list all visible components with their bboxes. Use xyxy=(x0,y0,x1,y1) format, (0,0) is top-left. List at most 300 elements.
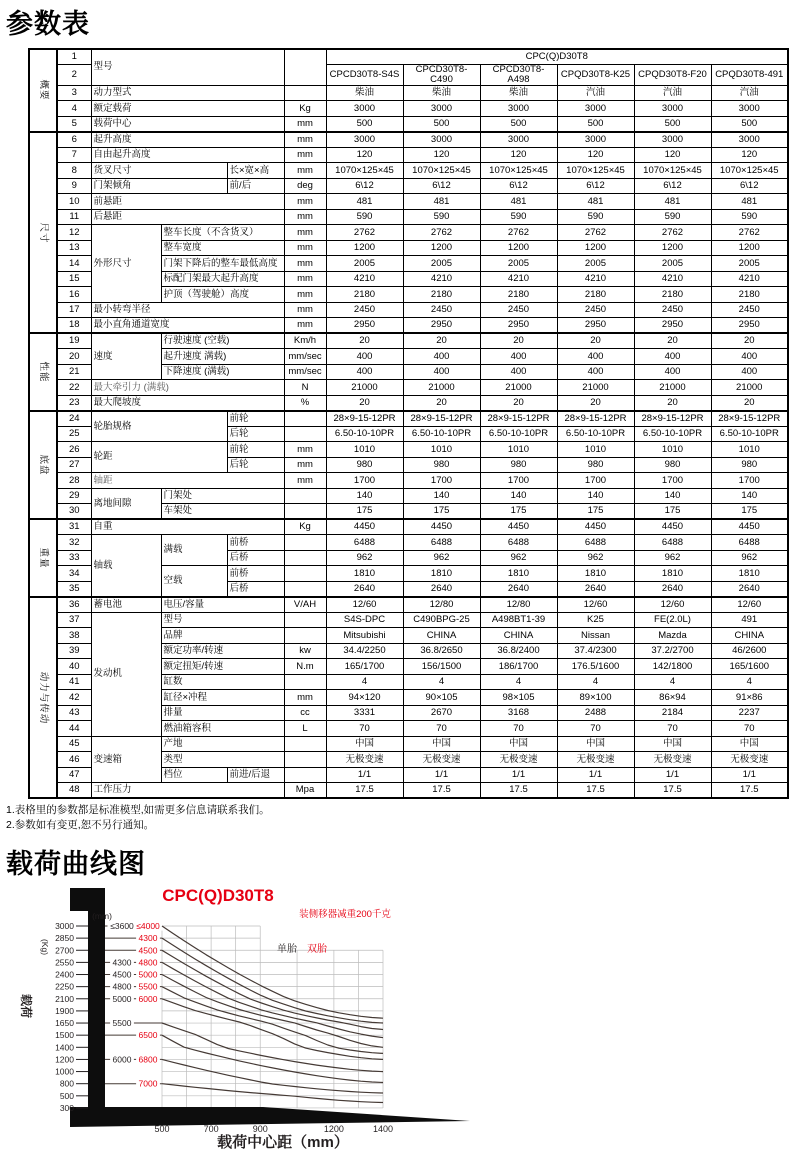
spec-label: 最小直角通道宽度 xyxy=(91,318,284,334)
row-number: 35 xyxy=(57,581,91,597)
y-tick-label: 1650 xyxy=(55,1017,74,1028)
y-axis-title: 载荷 xyxy=(19,993,33,1018)
value-cell: 142/1800 xyxy=(634,659,711,675)
value-cell: 2180 xyxy=(634,287,711,303)
table-row xyxy=(29,535,788,551)
value-cell: C490BPG-25 xyxy=(403,612,480,628)
value-cell: 590 xyxy=(403,209,480,225)
value-cell: S4S-DPC xyxy=(326,612,403,628)
mast-height-label: 5000 xyxy=(138,969,158,980)
value-cell: 175 xyxy=(403,504,480,520)
unit-cell xyxy=(284,426,326,442)
value-cell: 980 xyxy=(403,457,480,473)
y-tick-label: 1200 xyxy=(55,1054,74,1065)
value-cell: 70 xyxy=(326,721,403,737)
table-row xyxy=(29,736,788,752)
unit-cell: V/AH xyxy=(284,597,326,613)
value-cell: 3000 xyxy=(711,132,788,148)
value-cell: 2950 xyxy=(557,318,634,334)
value-cell: 1070×125×45 xyxy=(557,163,634,179)
value-cell: 汽油 xyxy=(634,85,711,101)
row-number: 20 xyxy=(57,349,91,365)
value-cell: 1810 xyxy=(557,566,634,582)
value-cell: 2180 xyxy=(403,287,480,303)
value-cell: 2762 xyxy=(711,225,788,241)
value-cell: 4450 xyxy=(480,519,557,535)
unit-cell: Km/h xyxy=(284,333,326,349)
value-cell: 98×105 xyxy=(480,690,557,706)
spec-label: 空载 xyxy=(161,566,227,597)
value-cell: 20 xyxy=(634,395,711,411)
mast-height-label: ≤4000 xyxy=(136,920,160,931)
row-number: 48 xyxy=(57,783,91,799)
spec-label: 下降速度 (满载) xyxy=(161,364,284,380)
value-cell: 962 xyxy=(711,550,788,566)
y-tick-label: 1000 xyxy=(55,1066,74,1077)
value-cell: 3000 xyxy=(403,132,480,148)
spec-label: 排量 xyxy=(161,705,284,721)
value-cell: 590 xyxy=(711,209,788,225)
value-cell: 962 xyxy=(326,550,403,566)
value-cell: 36.8/2650 xyxy=(403,643,480,659)
x-tick-label: 700 xyxy=(203,1123,219,1134)
value-cell: 1700 xyxy=(634,473,711,489)
value-cell: CPCD30T8-C490 xyxy=(403,65,480,86)
value-cell: 481 xyxy=(634,194,711,210)
unit-cell: mm xyxy=(284,271,326,287)
value-cell: 165/1600 xyxy=(711,659,788,675)
value-cell: 2762 xyxy=(634,225,711,241)
value-cell: 20 xyxy=(480,395,557,411)
value-cell: 17.5 xyxy=(480,783,557,799)
row-number: 24 xyxy=(57,411,91,427)
unit-cell: cc xyxy=(284,705,326,721)
value-cell: 20 xyxy=(403,395,480,411)
spec-label: 门架下降后的整车最低高度 xyxy=(161,256,284,272)
value-cell: 481 xyxy=(326,194,403,210)
value-cell: 1010 xyxy=(326,442,403,458)
row-number: 38 xyxy=(57,628,91,644)
value-cell: 70 xyxy=(557,721,634,737)
unit-cell xyxy=(284,752,326,768)
row-number: 33 xyxy=(57,550,91,566)
value-cell: Nissan xyxy=(557,628,634,644)
row-number: 23 xyxy=(57,395,91,411)
unit-cell: mm/sec xyxy=(284,349,326,365)
value-cell: 1010 xyxy=(711,442,788,458)
spec-label: 型号 xyxy=(91,49,284,85)
row-number: 16 xyxy=(57,287,91,303)
value-cell: 6488 xyxy=(634,535,711,551)
value-cell: 962 xyxy=(557,550,634,566)
value-cell: 3000 xyxy=(711,101,788,117)
value-cell: 962 xyxy=(480,550,557,566)
value-cell: 中国 xyxy=(480,736,557,752)
value-cell: 20 xyxy=(557,333,634,349)
value-cell: Mazda xyxy=(634,628,711,644)
value-cell: 400 xyxy=(634,364,711,380)
table-row xyxy=(29,519,788,535)
value-cell: CHINA xyxy=(480,628,557,644)
value-cell: 2950 xyxy=(326,318,403,334)
row-number: 13 xyxy=(57,240,91,256)
value-cell: 28×9-15-12PR xyxy=(403,411,480,427)
value-cell: 4450 xyxy=(711,519,788,535)
spec-label: 长×宽×高 xyxy=(227,163,284,179)
table-row xyxy=(29,194,788,210)
y-tick-label: 2700 xyxy=(55,945,74,956)
y-tick-label: 1500 xyxy=(55,1029,74,1040)
value-cell: 89×100 xyxy=(557,690,634,706)
spec-label: 标配门架最大起升高度 xyxy=(161,271,284,287)
value-cell: 94×120 xyxy=(326,690,403,706)
row-number: 2 xyxy=(57,65,91,86)
value-cell: 17.5 xyxy=(634,783,711,799)
value-cell: 21000 xyxy=(711,380,788,396)
value-cell: 2640 xyxy=(634,581,711,597)
value-cell: 3000 xyxy=(557,101,634,117)
chart-section-title: 载荷曲线图 xyxy=(6,848,146,879)
spec-label: 额定扭矩/转速 xyxy=(161,659,284,675)
value-cell: 980 xyxy=(711,457,788,473)
chart-note: 装侧移器减重200千克 xyxy=(299,908,391,920)
table-row xyxy=(29,302,788,318)
value-cell: 无极变速 xyxy=(403,752,480,768)
spec-label: 最小转弯半径 xyxy=(91,302,284,318)
row-number: 46 xyxy=(57,752,91,768)
table-row xyxy=(29,209,788,225)
value-cell: 2005 xyxy=(403,256,480,272)
row-number: 9 xyxy=(57,178,91,194)
unit-cell xyxy=(284,767,326,783)
unit-cell xyxy=(284,612,326,628)
value-cell: 中国 xyxy=(634,736,711,752)
value-cell: 500 xyxy=(634,116,711,132)
spec-label: 档位 xyxy=(161,767,227,783)
value-cell: 140 xyxy=(480,488,557,504)
spec-label: 货叉尺寸 xyxy=(91,163,227,179)
value-cell: 1200 xyxy=(634,240,711,256)
value-cell: 400 xyxy=(480,364,557,380)
row-number: 18 xyxy=(57,318,91,334)
spec-label: 外形尺寸 xyxy=(91,225,161,303)
spec-label: 工作压力 xyxy=(91,783,284,799)
value-cell: 20 xyxy=(711,395,788,411)
value-cell: 4 xyxy=(557,674,634,690)
unit-cell xyxy=(284,488,326,504)
value-cell: 1/1 xyxy=(634,767,711,783)
unit-cell: % xyxy=(284,395,326,411)
spec-label: 最大爬坡度 xyxy=(91,395,284,411)
value-cell: 590 xyxy=(557,209,634,225)
spec-label: 发动机 xyxy=(91,612,161,736)
value-cell: 汽油 xyxy=(557,85,634,101)
value-cell: 2005 xyxy=(557,256,634,272)
unit-cell: L xyxy=(284,721,326,737)
spec-label: 前轮 xyxy=(227,442,284,458)
value-cell: 4 xyxy=(634,674,711,690)
spec-label: 后悬距 xyxy=(91,209,284,225)
series-header-cell: CPC(Q)D30T8 xyxy=(326,49,788,65)
value-cell: 12/60 xyxy=(326,597,403,613)
unit-cell: Kg xyxy=(284,101,326,117)
spec-table xyxy=(28,48,789,799)
unit-cell xyxy=(284,504,326,520)
row-number: 4 xyxy=(57,101,91,117)
value-cell: 980 xyxy=(557,457,634,473)
value-cell: 2005 xyxy=(326,256,403,272)
value-cell: 1700 xyxy=(711,473,788,489)
load-curve xyxy=(162,1059,383,1093)
value-cell: 4210 xyxy=(557,271,634,287)
row-number: 29 xyxy=(57,488,91,504)
mast-height-label: 6000 xyxy=(138,993,158,1004)
value-cell: 无极变速 xyxy=(711,752,788,768)
row-number: 42 xyxy=(57,690,91,706)
value-cell: 2488 xyxy=(557,705,634,721)
unit-cell: N.m xyxy=(284,659,326,675)
value-cell: 17.5 xyxy=(557,783,634,799)
row-number: 39 xyxy=(57,643,91,659)
value-cell: 6488 xyxy=(403,535,480,551)
value-cell: 3000 xyxy=(403,101,480,117)
value-cell: 70 xyxy=(634,721,711,737)
unit-cell: mm xyxy=(284,442,326,458)
mast-height-label: 5500 xyxy=(112,1017,132,1028)
spec-label: 车架处 xyxy=(161,504,284,520)
value-cell: 1070×125×45 xyxy=(480,163,557,179)
row-number: 12 xyxy=(57,225,91,241)
value-cell: 28×9-15-12PR xyxy=(557,411,634,427)
value-cell: 400 xyxy=(557,349,634,365)
spec-label: 品牌 xyxy=(161,628,284,644)
value-cell: 12/80 xyxy=(403,597,480,613)
value-cell: 20 xyxy=(711,333,788,349)
legend-dual-tire: 双胎 xyxy=(307,943,327,955)
spec-label: 载荷中心 xyxy=(91,116,284,132)
value-cell: CPCD30T8-A498 xyxy=(480,65,557,86)
value-cell: 21000 xyxy=(557,380,634,396)
value-cell: 1810 xyxy=(634,566,711,582)
value-cell: 1810 xyxy=(326,566,403,582)
page-title: 参数表 xyxy=(6,9,90,39)
value-cell: 500 xyxy=(403,116,480,132)
value-cell: 17.5 xyxy=(326,783,403,799)
value-cell: 36.8/2400 xyxy=(480,643,557,659)
unit-cell: mm/sec xyxy=(284,364,326,380)
spec-label: 电压/容量 xyxy=(161,597,284,613)
value-cell: 500 xyxy=(326,116,403,132)
value-cell: 6.50-10-10PR xyxy=(711,426,788,442)
group-label: 重量 xyxy=(29,519,57,597)
value-cell: 6\12 xyxy=(480,178,557,194)
x-tick-label: 900 xyxy=(252,1123,268,1134)
value-cell: 28×9-15-12PR xyxy=(480,411,557,427)
spec-label: 类型 xyxy=(161,752,284,768)
spec-label: 变速箱 xyxy=(91,736,161,783)
value-cell: 6.50-10-10PR xyxy=(403,426,480,442)
spec-label: 前进/后退 xyxy=(227,767,284,783)
value-cell: 3168 xyxy=(480,705,557,721)
value-cell: 1200 xyxy=(403,240,480,256)
unit-cell: mm xyxy=(284,225,326,241)
spec-label: 离地间隙 xyxy=(91,488,161,519)
unit-cell: mm xyxy=(284,209,326,225)
value-cell: 175 xyxy=(711,504,788,520)
mast-height-label: 7000 xyxy=(138,1078,158,1089)
row-number: 36 xyxy=(57,597,91,613)
value-cell: 12/60 xyxy=(711,597,788,613)
mast-height-label: 6500 xyxy=(138,1029,158,1040)
value-cell: 2762 xyxy=(403,225,480,241)
row-number: 41 xyxy=(57,674,91,690)
value-cell: 120 xyxy=(634,147,711,163)
unit-cell: mm xyxy=(284,163,326,179)
value-cell: 481 xyxy=(480,194,557,210)
unit-cell: mm xyxy=(284,690,326,706)
value-cell: FE(2.0L) xyxy=(634,612,711,628)
value-cell: 2180 xyxy=(557,287,634,303)
unit-cell: mm xyxy=(284,147,326,163)
value-cell: 4450 xyxy=(403,519,480,535)
spec-label: 后轮 xyxy=(227,457,284,473)
value-cell: 12/60 xyxy=(634,597,711,613)
row-number: 28 xyxy=(57,473,91,489)
load-curve-chart xyxy=(8,881,748,1154)
value-cell: 400 xyxy=(634,349,711,365)
unit-cell xyxy=(284,628,326,644)
value-cell: 400 xyxy=(480,349,557,365)
value-cell: 1010 xyxy=(557,442,634,458)
y-tick-label: 2550 xyxy=(55,957,74,968)
table-row xyxy=(29,163,788,179)
row-number: 21 xyxy=(57,364,91,380)
value-cell: 17.5 xyxy=(711,783,788,799)
fork-upright-graphic xyxy=(70,888,105,1117)
value-cell: 175 xyxy=(634,504,711,520)
table-row xyxy=(29,395,788,411)
value-cell: 90×105 xyxy=(403,690,480,706)
y-tick-label: 1400 xyxy=(55,1042,74,1053)
y-tick-label: 1900 xyxy=(55,1005,74,1016)
table-row xyxy=(29,442,788,458)
mast-height-label: 5000 xyxy=(112,993,132,1004)
load-curve xyxy=(162,1035,383,1082)
spec-label: 缸数 xyxy=(161,674,284,690)
value-cell: 21000 xyxy=(403,380,480,396)
value-cell: 1700 xyxy=(480,473,557,489)
mast-height-label: 4500 xyxy=(138,945,158,956)
row-number: 1 xyxy=(57,49,91,65)
row-number: 25 xyxy=(57,426,91,442)
value-cell: 1070×125×45 xyxy=(403,163,480,179)
value-cell: 1070×125×45 xyxy=(634,163,711,179)
value-cell: 中国 xyxy=(403,736,480,752)
unit-cell: mm xyxy=(284,194,326,210)
value-cell: 46/2600 xyxy=(711,643,788,659)
value-cell: 1/1 xyxy=(480,767,557,783)
row-number: 37 xyxy=(57,612,91,628)
unit-cell xyxy=(284,550,326,566)
y-tick-label: 300 xyxy=(59,1102,74,1113)
y-tick-label: 2100 xyxy=(55,993,74,1004)
value-cell: 491 xyxy=(711,612,788,628)
unit-cell xyxy=(284,535,326,551)
mast-height-label: ≤3600 xyxy=(110,920,134,931)
spec-label: 自由起升高度 xyxy=(91,147,284,163)
value-cell: 4210 xyxy=(634,271,711,287)
row-number: 15 xyxy=(57,271,91,287)
value-cell: Mitsubishi xyxy=(326,628,403,644)
table-row xyxy=(29,49,788,65)
value-cell: 2450 xyxy=(403,302,480,318)
value-cell: 980 xyxy=(480,457,557,473)
value-cell: 2450 xyxy=(480,302,557,318)
value-cell: 12/80 xyxy=(480,597,557,613)
unit-cell xyxy=(284,736,326,752)
value-cell: CPQD30T8-K25 xyxy=(557,65,634,86)
value-cell: 1/1 xyxy=(403,767,480,783)
value-cell: 1010 xyxy=(403,442,480,458)
group-label: 底盘 xyxy=(29,411,57,520)
value-cell: 3331 xyxy=(326,705,403,721)
spec-label: 前悬距 xyxy=(91,194,284,210)
value-cell: 2950 xyxy=(711,318,788,334)
row-number: 22 xyxy=(57,380,91,396)
spec-label: 燃油箱容积 xyxy=(161,721,284,737)
table-row xyxy=(29,178,788,194)
value-cell: 2762 xyxy=(557,225,634,241)
mast-height-label: 4300 xyxy=(112,957,132,968)
mast-height-label: 4300 xyxy=(138,932,158,943)
value-cell: 中国 xyxy=(711,736,788,752)
value-cell: 28×9-15-12PR xyxy=(711,411,788,427)
value-cell: CHINA xyxy=(403,628,480,644)
value-cell: A498BT1-39 xyxy=(480,612,557,628)
value-cell: 34.4/2250 xyxy=(326,643,403,659)
row-number: 14 xyxy=(57,256,91,272)
value-cell: 21000 xyxy=(326,380,403,396)
value-cell: 4450 xyxy=(557,519,634,535)
y-tick-label: 2400 xyxy=(55,969,74,980)
spec-label: 动力型式 xyxy=(91,85,284,101)
spec-label: 轮距 xyxy=(91,442,227,473)
value-cell: 3000 xyxy=(634,132,711,148)
value-cell: 962 xyxy=(403,550,480,566)
unit-cell: Kg xyxy=(284,519,326,535)
y-tick-label: 800 xyxy=(59,1078,74,1089)
value-cell: 400 xyxy=(711,364,788,380)
value-cell: 6488 xyxy=(480,535,557,551)
value-cell: 20 xyxy=(326,395,403,411)
value-cell: 70 xyxy=(480,721,557,737)
y-tick-label: 3000 xyxy=(55,920,74,931)
value-cell: 2762 xyxy=(326,225,403,241)
row-number: 19 xyxy=(57,333,91,349)
value-cell: CHINA xyxy=(711,628,788,644)
value-cell: K25 xyxy=(557,612,634,628)
table-row xyxy=(29,411,788,427)
value-cell: 120 xyxy=(480,147,557,163)
value-cell: 175 xyxy=(480,504,557,520)
value-cell: 4210 xyxy=(403,271,480,287)
value-cell: 980 xyxy=(326,457,403,473)
value-cell: 70 xyxy=(711,721,788,737)
value-cell: 2184 xyxy=(634,705,711,721)
table-row xyxy=(29,783,788,799)
unit-cell: mm xyxy=(284,287,326,303)
value-cell: 1010 xyxy=(634,442,711,458)
